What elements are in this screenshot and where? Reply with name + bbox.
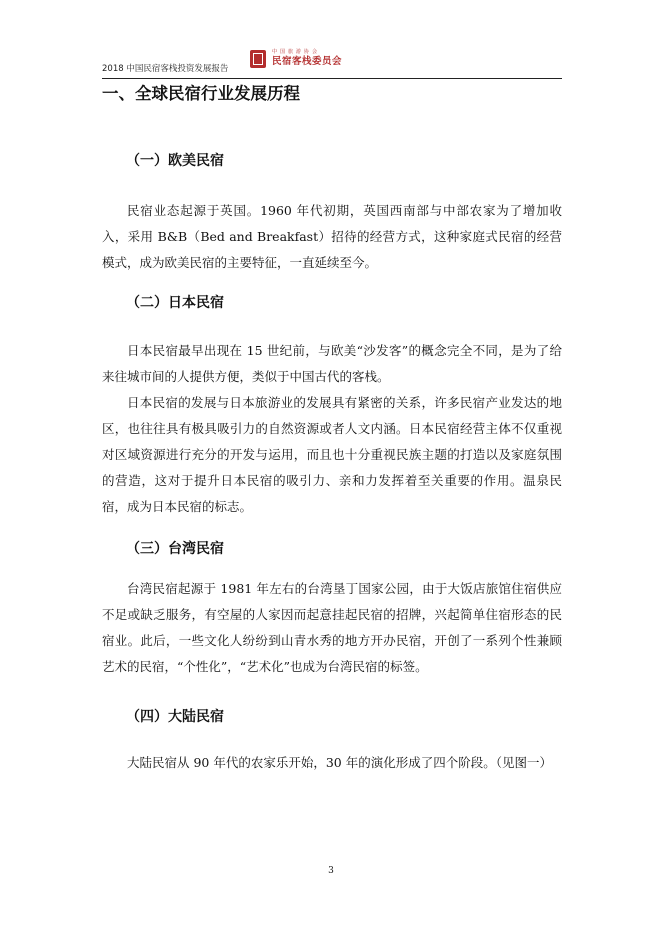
association-small-text: 中国旅游协会 bbox=[272, 49, 321, 55]
paragraph-mainland-1: 大陆民宿从 90 年代的农家乐开始，30 年的演化形成了四个阶段。（见图一） bbox=[127, 755, 552, 770]
section-title-japan: （二）日本民宿 bbox=[126, 295, 224, 311]
paragraph-japan-1: 日本民宿最早出现在 15 世纪前，与欧美“沙发客”的概念完全不同，是为了给来往城市间的人提供方便，类似于中国古代的客栈。 bbox=[102, 343, 562, 384]
section-title-europe: （一）欧美民宿 bbox=[126, 153, 224, 169]
paragraph-japan-2: 日本民宿的发展与日本旅游业的发展具有紧密的关系，许多民宿产业发达的地区，也往往具有极具吸引力的自然资源或者人文内涵。日本民宿经营主体不仅重视对区域资源进行充分的开发与运用，而且也十分重视民族主题的打造以及家庭氛围的营造，这对于提升日本民宿的吸引力、亲和力发挥着至关重要的作用。温泉民宿，成为日本民宿的标志。 bbox=[102, 395, 562, 514]
association-seal-icon bbox=[250, 50, 266, 68]
paragraph-europe-1: 民宿业态起源于英国。1960 年代初期，英国西南部与中部农家为了增加收入，采用 B&B（Bed and Breakfast）招待的经营方式，这种家庭式民宿的经营模式，成为欧美民宿的主要特征，一直延续至今。 bbox=[102, 203, 562, 270]
header-rule bbox=[102, 78, 562, 79]
section-title-taiwan: （三）台湾民宿 bbox=[126, 541, 224, 557]
paragraph-taiwan-1: 台湾民宿起源于 1981 年左右的台湾垦丁国家公园，由于大饭店旅馆住宿供应不足或缺乏服务，有空屋的人家因而起意挂起民宿的招牌，兴起简单住宿形态的民宿业。此后，一些文化人纷纷到山青水秀的地方开办民宿，开创了一系列个性兼顾艺术的民宿，“个性化”，“艺术化”也成为台湾民宿的标签。 bbox=[102, 581, 562, 674]
association-logo bbox=[272, 49, 342, 68]
section-title-mainland: （四）大陆民宿 bbox=[126, 709, 224, 725]
report-title: 2018 中国民宿客栈投资发展报告 bbox=[102, 64, 229, 74]
page-header bbox=[102, 44, 562, 78]
page-number: 3 bbox=[328, 866, 334, 876]
chapter-title: 一、全球民宿行业发展历程 bbox=[102, 84, 300, 103]
association-name: 民宿客栈委员会 bbox=[272, 56, 343, 67]
